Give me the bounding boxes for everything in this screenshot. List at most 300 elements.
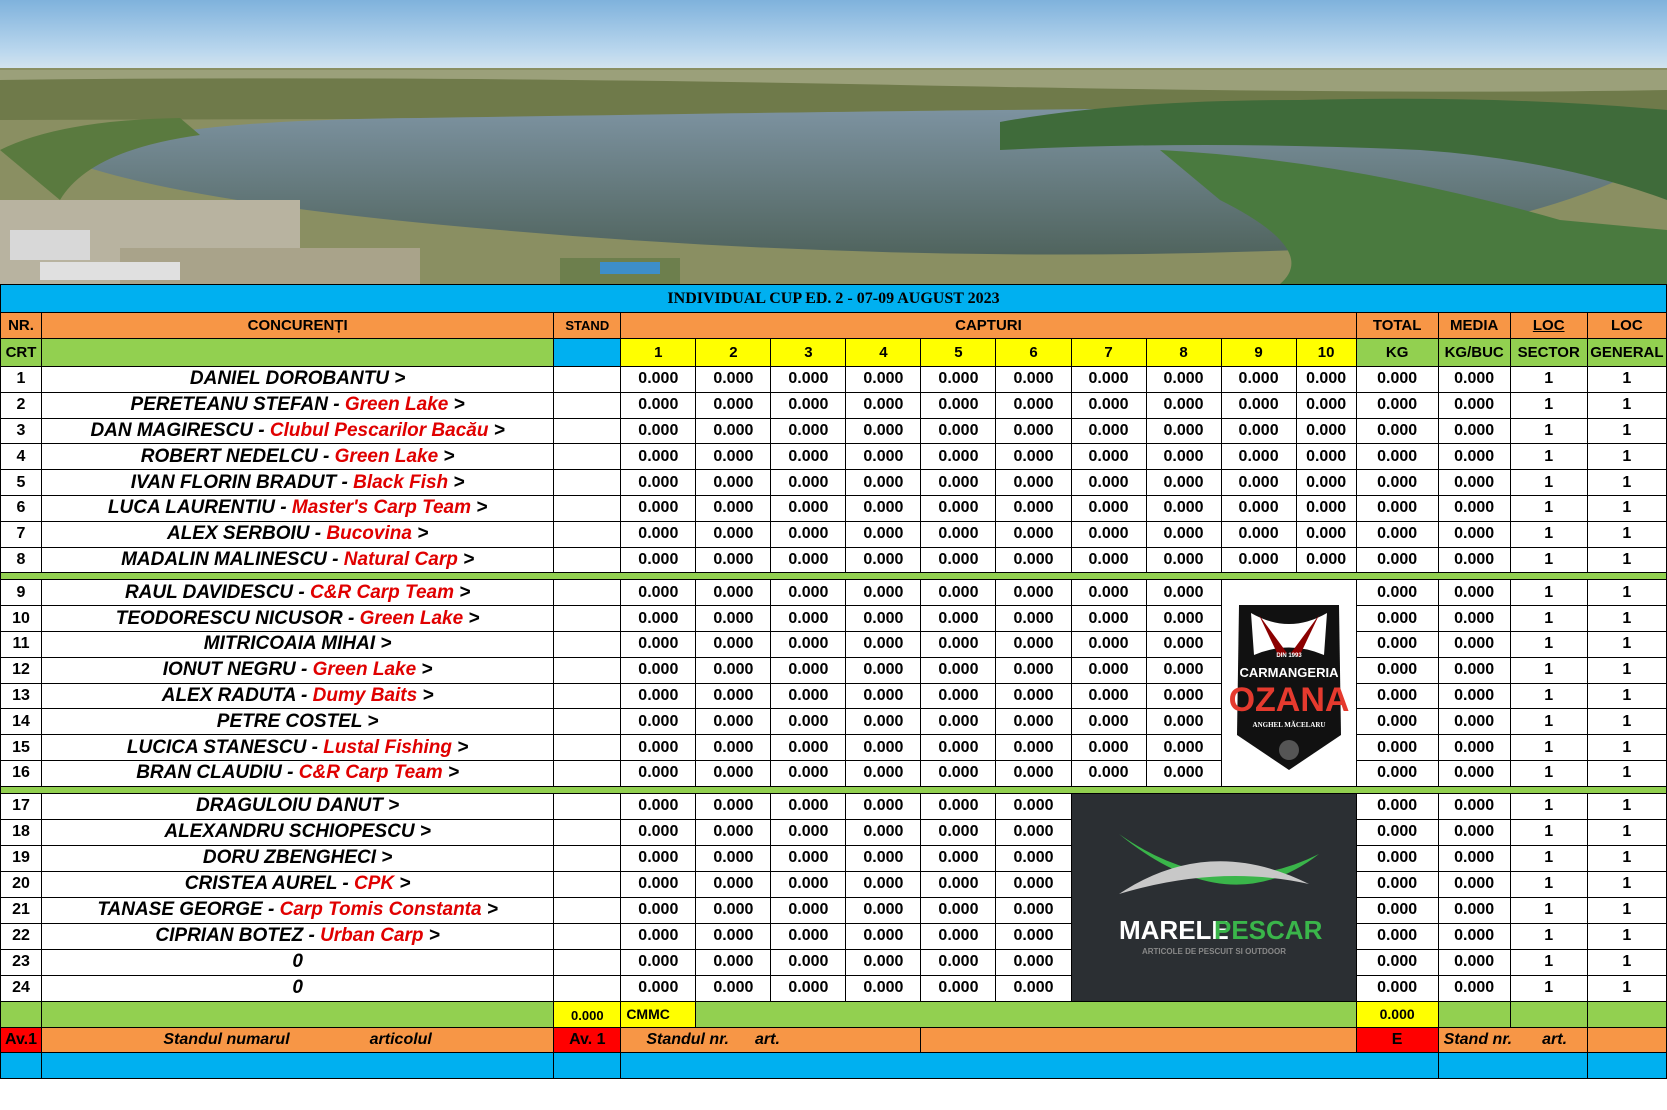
capture-value: 0.000 (846, 657, 921, 683)
competitor-name: ALEX RADUTA (161, 684, 296, 706)
footer-blank (554, 1053, 621, 1079)
loc-sector: 1 (1510, 709, 1587, 735)
stand-cell[interactable] (554, 418, 621, 444)
loc-general: 1 (1587, 871, 1666, 897)
stand-cell[interactable] (554, 819, 621, 845)
capture-value: 0.000 (771, 521, 846, 547)
loc-general: 1 (1587, 760, 1666, 786)
capture-value: 0.000 (996, 367, 1071, 393)
capture-col-header: 6 (996, 339, 1071, 367)
capture-value: 0.000 (771, 897, 846, 923)
standul-nr-cell (621, 1027, 921, 1053)
capture-value: 0.000 (1146, 418, 1221, 444)
capture-value: 0.000 (1146, 657, 1221, 683)
footer-blank (1587, 1001, 1666, 1027)
table-row (1, 760, 1667, 786)
capture-value: 0.000 (621, 631, 696, 657)
capture-value: 0.000 (1071, 470, 1146, 496)
capture-value: 0.000 (921, 709, 996, 735)
stand-cell[interactable] (554, 657, 621, 683)
row-number: 7 (1, 521, 42, 547)
competitor-cell: IONUT NEGRU - Green Lake > (42, 657, 554, 683)
competitor-name: 0 (292, 977, 303, 999)
stand-cell[interactable] (554, 735, 621, 761)
competitor-name: DAN MAGIRESCU (90, 419, 253, 441)
capture-value: 0.000 (996, 793, 1071, 819)
art-label-2: art. (1542, 1030, 1568, 1048)
table-row (1, 547, 1667, 573)
competitor-name: MADALIN MALINESCU (121, 548, 327, 570)
capture-value: 0.000 (696, 760, 771, 786)
total-kg: 0.000 (1356, 580, 1438, 606)
capture-value: 0.000 (1146, 444, 1221, 470)
capture-value: 0.000 (1296, 521, 1356, 547)
competitor-name: DORU ZBENGHECI (202, 847, 377, 869)
capture-value: 0.000 (621, 495, 696, 521)
capture-col-header: 4 (846, 339, 921, 367)
capture-value: 0.000 (621, 367, 696, 393)
table-row (1, 923, 1667, 949)
stand-cell[interactable] (554, 709, 621, 735)
capture-value: 0.000 (621, 975, 696, 1001)
loc-sector: 1 (1510, 845, 1587, 871)
capture-value: 0.000 (846, 367, 921, 393)
loc-sector: 1 (1510, 683, 1587, 709)
capture-value: 0.000 (846, 580, 921, 606)
loc-sector: 1 (1510, 657, 1587, 683)
header-stand-blank (554, 339, 621, 367)
media-kg-buc: 0.000 (1438, 418, 1510, 444)
capture-value: 0.000 (696, 631, 771, 657)
footer-blank (921, 1027, 1356, 1053)
media-kg-buc: 0.000 (1438, 392, 1510, 418)
stand-cell[interactable] (554, 975, 621, 1001)
capture-value: 0.000 (996, 949, 1071, 975)
capture-value: 0.000 (696, 580, 771, 606)
stand-sum: 0.000 (554, 1001, 621, 1027)
stand-cell[interactable] (554, 547, 621, 573)
loc-sector: 1 (1510, 418, 1587, 444)
loc-sector: 1 (1510, 975, 1587, 1001)
capture-col-header: 5 (921, 339, 996, 367)
capture-value: 0.000 (846, 683, 921, 709)
team-name: CPK (354, 873, 395, 895)
capture-value: 0.000 (921, 392, 996, 418)
loc-general: 1 (1587, 709, 1666, 735)
table-row (1, 367, 1667, 393)
media-kg-buc: 0.000 (1438, 470, 1510, 496)
capture-value: 0.000 (621, 949, 696, 975)
capture-value: 0.000 (1296, 418, 1356, 444)
capture-value: 0.000 (621, 709, 696, 735)
table-row (1, 793, 1667, 819)
capture-value: 0.000 (771, 709, 846, 735)
separator-bar (1, 786, 1667, 793)
capture-value: 0.000 (621, 606, 696, 632)
stand-cell[interactable] (554, 897, 621, 923)
capture-value: 0.000 (1071, 521, 1146, 547)
capture-value: 0.000 (921, 418, 996, 444)
competitor-name: IONUT NEGRU (162, 659, 296, 681)
stand-cell[interactable] (554, 392, 621, 418)
capture-value: 0.000 (1146, 683, 1221, 709)
loc-general: 1 (1587, 547, 1666, 573)
competitor-cell: DORU ZBENGHECI > (42, 845, 554, 871)
capture-value: 0.000 (696, 606, 771, 632)
table-row (1, 606, 1667, 632)
capture-value: 0.000 (846, 819, 921, 845)
capture-value: 0.000 (1146, 580, 1221, 606)
capture-value: 0.000 (696, 470, 771, 496)
competitor-cell: RAUL DAVIDESCU - C&R Carp Team > (42, 580, 554, 606)
capture-value: 0.000 (846, 606, 921, 632)
separator-bar (1, 573, 1667, 580)
capture-value: 0.000 (1221, 418, 1296, 444)
media-kg-buc: 0.000 (1438, 735, 1510, 761)
loc-general: 1 (1587, 470, 1666, 496)
media-kg-buc: 0.000 (1438, 923, 1510, 949)
loc-general: 1 (1587, 845, 1666, 871)
loc-sector: 1 (1510, 735, 1587, 761)
media-kg-buc: 0.000 (1438, 793, 1510, 819)
stand-cell[interactable] (554, 521, 621, 547)
loc-general: 1 (1587, 495, 1666, 521)
team-name: Green Lake (334, 445, 439, 467)
capture-value: 0.000 (1071, 709, 1146, 735)
capture-value: 0.000 (771, 606, 846, 632)
capture-value: 0.000 (846, 521, 921, 547)
competitor-cell: IVAN FLORIN BRADUT - Black Fish > (42, 470, 554, 496)
loc-general: 1 (1587, 819, 1666, 845)
capture-value: 0.000 (696, 923, 771, 949)
capture-value: 0.000 (621, 580, 696, 606)
capture-value: 0.000 (1071, 367, 1146, 393)
competitor-name: IVAN FLORIN BRADUT (130, 471, 337, 493)
stand-cell[interactable] (554, 580, 621, 606)
table-row (1, 631, 1667, 657)
total-kg: 0.000 (1356, 683, 1438, 709)
loc-sector: 1 (1510, 871, 1587, 897)
capture-value: 0.000 (996, 495, 1071, 521)
total-kg: 0.000 (1356, 495, 1438, 521)
capture-value: 0.000 (696, 793, 771, 819)
team-name: Clubul Pescarilor Bacău (269, 419, 489, 441)
row-number: 3 (1, 418, 42, 444)
capture-value: 0.000 (771, 975, 846, 1001)
team-name: Natural Carp (343, 548, 458, 570)
capture-value: 0.000 (771, 495, 846, 521)
stand-cell[interactable] (554, 495, 621, 521)
capture-value: 0.000 (621, 845, 696, 871)
loc-general: 1 (1587, 631, 1666, 657)
loc-general: 1 (1587, 683, 1666, 709)
capture-value: 0.000 (621, 923, 696, 949)
stand-cell[interactable] (554, 367, 621, 393)
competitor-name: DRAGULOIU DANUT (196, 795, 383, 817)
media-kg-buc: 0.000 (1438, 949, 1510, 975)
capture-value: 0.000 (996, 470, 1071, 496)
competitor-cell: LUCICA STANESCU - Lustal Fishing > (42, 735, 554, 761)
capture-value: 0.000 (996, 975, 1071, 1001)
capture-value: 0.000 (1071, 683, 1146, 709)
pescar-tagline: ARTICOLE DE PESCUIT SI OUTDOOR (1141, 946, 1286, 956)
capture-value: 0.000 (771, 367, 846, 393)
e-label: E (1356, 1027, 1438, 1053)
cmmc-label: CMMC (621, 1001, 696, 1027)
capture-value: 0.000 (1146, 606, 1221, 632)
row-number: 19 (1, 845, 42, 871)
capture-value: 0.000 (1071, 580, 1146, 606)
team-name: Green Lake (344, 394, 449, 416)
capture-value: 0.000 (996, 760, 1071, 786)
footer-av-row (1, 1027, 1667, 1053)
total-kg: 0.000 (1356, 606, 1438, 632)
loc-general: 1 (1587, 444, 1666, 470)
header-total: TOTAL (1356, 313, 1438, 339)
capture-value: 0.000 (771, 392, 846, 418)
media-kg-buc: 0.000 (1438, 709, 1510, 735)
stand-cell[interactable] (554, 683, 621, 709)
capture-value: 0.000 (696, 845, 771, 871)
capture-value: 0.000 (696, 418, 771, 444)
capture-value: 0.000 (846, 392, 921, 418)
capture-value: 0.000 (1146, 709, 1221, 735)
ozana-est: DIN 1993 (1275, 652, 1302, 659)
capture-value: 0.000 (696, 444, 771, 470)
capture-value: 0.000 (1296, 444, 1356, 470)
table-row (1, 470, 1667, 496)
header-sector: SECTOR (1510, 339, 1587, 367)
loc-general: 1 (1587, 657, 1666, 683)
stand-cell[interactable] (554, 444, 621, 470)
capture-col-header: 2 (696, 339, 771, 367)
competitor-name: TANASE GEORGE (97, 899, 263, 921)
capture-value: 0.000 (621, 418, 696, 444)
competitor-name: PERETEANU STEFAN (130, 394, 328, 416)
competitor-cell: ALEX RADUTA - Dumy Baits > (42, 683, 554, 709)
capture-value: 0.000 (846, 949, 921, 975)
capture-value: 0.000 (996, 735, 1071, 761)
capture-value: 0.000 (696, 949, 771, 975)
header-kg-buc: KG/BUC (1438, 339, 1510, 367)
competitor-name: CRISTEA AUREL (184, 873, 338, 895)
capture-value: 0.000 (771, 444, 846, 470)
media-kg-buc: 0.000 (1438, 871, 1510, 897)
capture-value: 0.000 (771, 683, 846, 709)
row-number: 2 (1, 392, 42, 418)
row-number: 22 (1, 923, 42, 949)
marele-pescar-logo (1071, 793, 1356, 1001)
capture-value: 0.000 (696, 897, 771, 923)
capture-value: 0.000 (696, 735, 771, 761)
av1-label: Av.1 (1, 1027, 42, 1053)
header-concurenti: CONCURENȚI (42, 313, 554, 339)
capture-value: 0.000 (921, 923, 996, 949)
stand-cell[interactable] (554, 871, 621, 897)
table-row (1, 975, 1667, 1001)
total-kg: 0.000 (1356, 418, 1438, 444)
loc-general: 1 (1587, 580, 1666, 606)
stand-cell[interactable] (554, 631, 621, 657)
loc-general: 1 (1587, 923, 1666, 949)
ozana-line2: OZANA (1228, 680, 1349, 719)
competitor-name: ALEXANDRU SCHIOPESCU (164, 821, 415, 843)
capture-value: 0.000 (996, 819, 1071, 845)
competitor-name: CIPRIAN BOTEZ (155, 925, 304, 947)
capture-value: 0.000 (996, 418, 1071, 444)
loc-sector: 1 (1510, 470, 1587, 496)
capture-value: 0.000 (996, 631, 1071, 657)
media-kg-buc: 0.000 (1438, 495, 1510, 521)
footer-blank (621, 1053, 1438, 1079)
capture-value: 0.000 (1221, 495, 1296, 521)
capture-value: 0.000 (771, 871, 846, 897)
capture-value: 0.000 (696, 495, 771, 521)
competitor-cell: CIPRIAN BOTEZ - Urban Carp > (42, 923, 554, 949)
capture-value: 0.000 (1071, 606, 1146, 632)
capture-value: 0.000 (771, 793, 846, 819)
table-row (1, 392, 1667, 418)
capture-col-header: 9 (1221, 339, 1296, 367)
loc-sector: 1 (1510, 606, 1587, 632)
team-name: Green Lake (312, 659, 417, 681)
capture-value: 0.000 (771, 949, 846, 975)
capture-value: 0.000 (621, 683, 696, 709)
total-kg: 0.000 (1356, 760, 1438, 786)
capture-value: 0.000 (621, 735, 696, 761)
row-number: 13 (1, 683, 42, 709)
table-row (1, 897, 1667, 923)
loc-sector: 1 (1510, 367, 1587, 393)
media-kg-buc: 0.000 (1438, 367, 1510, 393)
media-kg-buc: 0.000 (1438, 819, 1510, 845)
loc-sector: 1 (1510, 580, 1587, 606)
capture-value: 0.000 (996, 547, 1071, 573)
ozana-line1: CARMANGERIA (1239, 664, 1339, 680)
loc-general: 1 (1587, 975, 1666, 1001)
capture-value: 0.000 (996, 845, 1071, 871)
loc-general: 1 (1587, 392, 1666, 418)
capture-value: 0.000 (846, 735, 921, 761)
media-kg-buc: 0.000 (1438, 547, 1510, 573)
stand-cell[interactable] (554, 949, 621, 975)
stand-cell[interactable] (554, 760, 621, 786)
stand-cell[interactable] (554, 606, 621, 632)
media-kg-buc: 0.000 (1438, 657, 1510, 683)
footer-blank (1587, 1053, 1666, 1079)
capture-value: 0.000 (1146, 392, 1221, 418)
lake-header-photo (0, 0, 1667, 284)
ozana-logo (1221, 580, 1356, 786)
capture-value: 0.000 (1071, 418, 1146, 444)
competitor-cell: DANIEL DOROBANTU > (42, 367, 554, 393)
loc-sector: 1 (1510, 631, 1587, 657)
capture-value: 0.000 (921, 580, 996, 606)
row-number: 20 (1, 871, 42, 897)
capture-value: 0.000 (696, 392, 771, 418)
capture-value: 0.000 (996, 521, 1071, 547)
capture-value: 0.000 (1221, 392, 1296, 418)
media-kg-buc: 0.000 (1438, 845, 1510, 871)
capture-value: 0.000 (771, 580, 846, 606)
stand-nr: Stand nr. (1443, 1030, 1513, 1048)
capture-value: 0.000 (921, 793, 996, 819)
capture-value: 0.000 (846, 495, 921, 521)
media-kg-buc: 0.000 (1438, 683, 1510, 709)
total-kg: 0.000 (1356, 819, 1438, 845)
capture-value: 0.000 (696, 975, 771, 1001)
capture-value: 0.000 (1221, 367, 1296, 393)
capture-value: 0.000 (921, 975, 996, 1001)
capture-value: 0.000 (1296, 367, 1356, 393)
capture-value: 0.000 (696, 683, 771, 709)
total-kg: 0.000 (1356, 793, 1438, 819)
standul-text: Standul numarul (163, 1030, 290, 1048)
team-name: Urban Carp (320, 925, 424, 947)
pescar-part1: MARELE (1118, 914, 1229, 945)
capture-value: 0.000 (921, 871, 996, 897)
footer-blank (696, 1001, 1356, 1027)
row-number: 14 (1, 709, 42, 735)
competitor-cell: LUCA LAURENTIU - Master's Carp Team > (42, 495, 554, 521)
stand-cell[interactable] (554, 793, 621, 819)
stand-cell[interactable] (554, 923, 621, 949)
loc-general: 1 (1587, 367, 1666, 393)
header-crt: CRT (1, 339, 42, 367)
capture-value: 0.000 (621, 392, 696, 418)
header-stand: STAND (554, 313, 621, 339)
stand-cell[interactable] (554, 470, 621, 496)
table-row (1, 657, 1667, 683)
competitor-name: TEODORESCU NICUSOR (115, 607, 343, 629)
competitor-name: DANIEL DOROBANTU (189, 368, 390, 390)
stand-nr-cell (1438, 1027, 1587, 1053)
row-number: 24 (1, 975, 42, 1001)
row-number: 1 (1, 367, 42, 393)
team-name: Bucovina (326, 523, 412, 545)
capture-col-header: 1 (621, 339, 696, 367)
capture-col-header: 8 (1146, 339, 1221, 367)
articolul-text: articolul (369, 1030, 432, 1048)
total-kg: 0.000 (1356, 871, 1438, 897)
capture-value: 0.000 (846, 871, 921, 897)
capture-value: 0.000 (846, 631, 921, 657)
capture-value: 0.000 (1221, 444, 1296, 470)
capture-value: 0.000 (621, 760, 696, 786)
stand-cell[interactable] (554, 845, 621, 871)
competitor-name: ROBERT NEDELCU (140, 445, 324, 467)
footer-blank (1438, 1053, 1587, 1079)
media-kg-buc: 0.000 (1438, 631, 1510, 657)
competitor-name: ALEX SERBOIU (166, 523, 310, 545)
capture-value: 0.000 (1071, 547, 1146, 573)
competitor-name: MITRICOAIA MIHAI (203, 633, 376, 655)
capture-value: 0.000 (996, 444, 1071, 470)
capture-value: 0.000 (1146, 631, 1221, 657)
loc-sector: 1 (1510, 897, 1587, 923)
capture-value: 0.000 (696, 521, 771, 547)
competitor-name: PETRE COSTEL (216, 710, 363, 732)
capture-value: 0.000 (996, 923, 1071, 949)
row-number: 18 (1, 819, 42, 845)
capture-value: 0.000 (621, 470, 696, 496)
loc-sector: 1 (1510, 793, 1587, 819)
capture-value: 0.000 (1146, 521, 1221, 547)
row-number: 6 (1, 495, 42, 521)
capture-value: 0.000 (621, 521, 696, 547)
capture-value: 0.000 (621, 547, 696, 573)
results-table (0, 284, 1667, 1079)
